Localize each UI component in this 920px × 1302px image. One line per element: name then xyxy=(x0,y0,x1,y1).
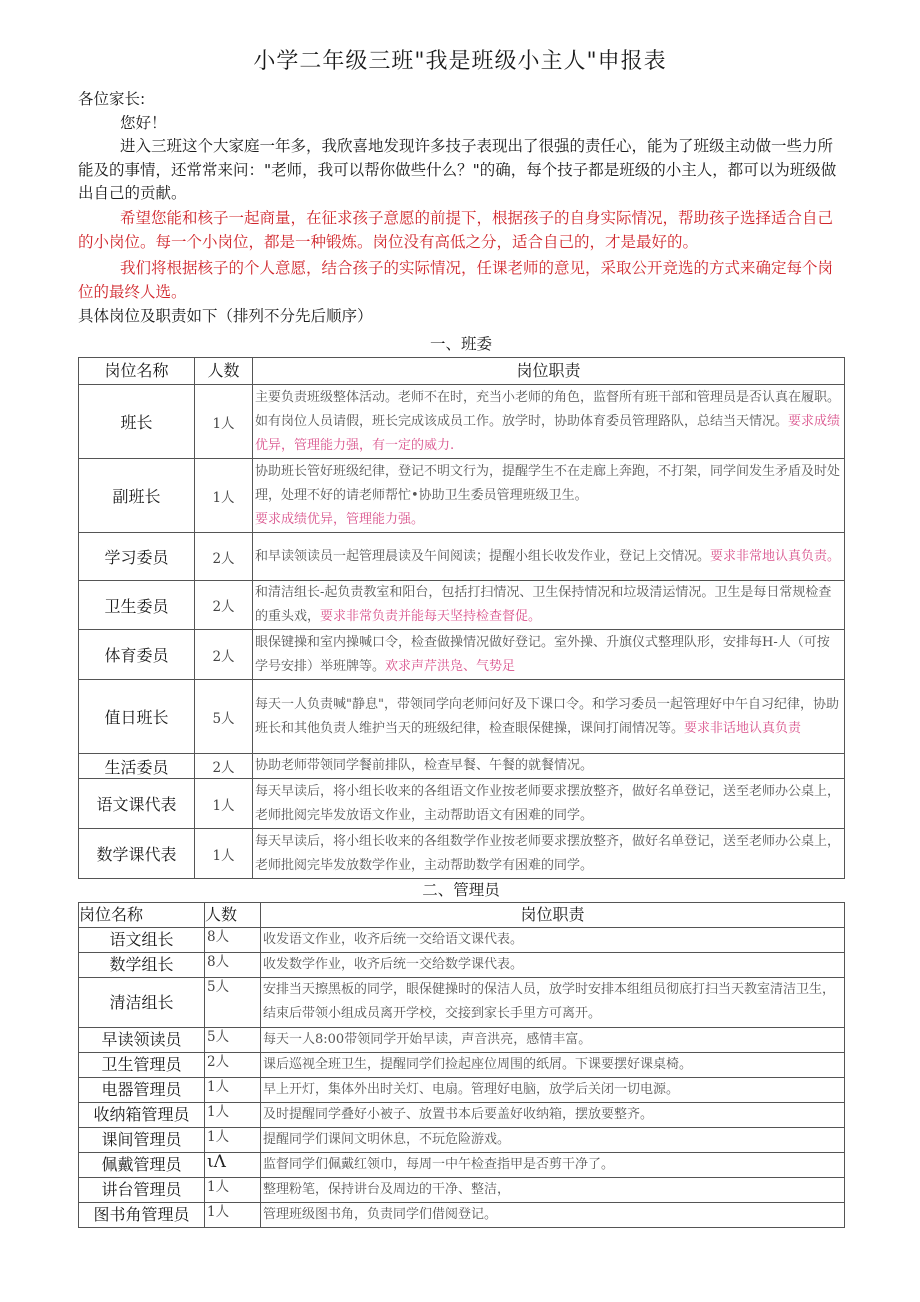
header-position: 岗位名称 xyxy=(79,903,205,928)
position-name: 副班长 xyxy=(79,459,195,533)
position-count: 8人 xyxy=(205,953,261,978)
position-name: 语文课代表 xyxy=(79,779,195,829)
header-position: 岗位名称 xyxy=(79,358,195,385)
position-duty: 安排当天擦黑板的同学，眼保健操时的保洁人员，放学时安排本组组员彻底打扫当天教室清洁卫生，结束后带领小组成员离开学校，交接到家长手里方可离开。 xyxy=(261,978,845,1028)
duty-text: 协助老师带领同学餐前排队，检查早餐、午餐的就餐情况。 xyxy=(255,758,594,773)
position-duty xyxy=(253,779,845,829)
position-duty xyxy=(253,459,845,533)
position-count: 2人 xyxy=(195,533,253,581)
header-duty: 岗位职责 xyxy=(253,358,845,385)
duty-text: 每天早读后，将小组长收来的各组数学作业按老师要求摆放整齐，做好名单登记，送至老师办公桌上，老师批阅完毕发放数学作业，主动帮助数学有困难的同学。 xyxy=(255,833,841,873)
position-name: 班长 xyxy=(79,385,195,459)
salutation: 各位家长: xyxy=(78,90,146,108)
duty-text: 每天一人负责喊"静息"，带领同学向老师问好及下课口令。和学习委员一起管理好中午自习纪律，协助班长和其他负责人维护当天的班级纪律，检查眼保健操，课间打闹情况等。 xyxy=(255,696,839,736)
managers-table xyxy=(78,902,845,1228)
position-count: 1人 xyxy=(195,459,253,533)
position-duty xyxy=(253,533,845,581)
position-duty: 收发数学作业，收齐后统一交给数学课代表。 xyxy=(261,953,845,978)
position-duty: 提醒同学们课间文明休息，不玩危险游戏。 xyxy=(261,1128,845,1153)
position-count: 1人 xyxy=(205,1103,261,1128)
position-count: 1人 xyxy=(195,779,253,829)
header-count: 人数 xyxy=(195,358,253,385)
header-count: 人数 xyxy=(205,903,261,928)
table-row xyxy=(79,1028,845,1053)
position-duty: 收发语文作业，收齐后统一交给语文课代表。 xyxy=(261,928,845,953)
table-row xyxy=(79,1153,845,1178)
position-name: 数学组长 xyxy=(79,953,205,978)
position-count: 1人 xyxy=(195,829,253,879)
position-count: 2人 xyxy=(195,581,253,630)
position-name: 体育委员 xyxy=(79,630,195,680)
greeting: 您好！ xyxy=(120,114,167,132)
position-name: 收纳箱管理员 xyxy=(79,1103,205,1128)
position-duty xyxy=(253,754,845,779)
position-duty xyxy=(253,385,845,459)
position-duty xyxy=(253,630,845,680)
position-name: 佩戴管理员 xyxy=(79,1153,205,1178)
position-count: 1人 xyxy=(205,1128,261,1153)
position-duty xyxy=(253,829,845,879)
position-count: 5人 xyxy=(205,978,261,1028)
table-row xyxy=(79,1128,845,1153)
position-name: 值日班长 xyxy=(79,680,195,754)
position-name: 电器管理员 xyxy=(79,1078,205,1103)
position-name: 早读领读员 xyxy=(79,1028,205,1053)
duty-text: 和清洁组长-起负责教室和阳台，包括打扫情况、卫生保持情况和垃圾清运情况。卫生是每日常规检查的重头戏， xyxy=(255,585,832,624)
duty-requirement: 要求成绩优异，管理能力强。 xyxy=(255,511,425,527)
committee-table xyxy=(78,357,845,879)
position-count: 5人 xyxy=(195,680,253,754)
duty-text: 每天早读后，将小组长收来的各组语文作业按老师要求摆放整齐，做好名单登记，送至老师办公桌上，老师批阅完毕发放语文作业，主动帮助语文有困难的同学。 xyxy=(255,783,841,823)
position-count: 2人 xyxy=(195,754,253,779)
page-title: 小学二年级三班"我是班级小主人"申报表 xyxy=(253,49,667,74)
position-duty: 每天一人8:00带领同学开始早读，声音洪亮，感情丰富。 xyxy=(261,1028,845,1053)
position-name: 卫生委员 xyxy=(79,581,195,630)
position-count: 2人 xyxy=(205,1053,261,1078)
table-row xyxy=(79,459,845,533)
position-name: 生活委员 xyxy=(79,754,195,779)
position-count: ιΛ xyxy=(205,1153,261,1178)
table-row xyxy=(79,1053,845,1078)
position-count: 1人 xyxy=(205,1178,261,1203)
table-header-row xyxy=(79,358,845,385)
duty-text: 眼保键操和室内操喊口令，检查做操情况做好登记。室外操、升旗仪式整理队形，安排每H-人（可按学号安排）举班牌等。 xyxy=(255,634,830,674)
table-header-row xyxy=(79,903,845,928)
table-row xyxy=(79,533,845,581)
table-row xyxy=(79,630,845,680)
duty-requirement: 要求非话地认真负责 xyxy=(684,720,802,736)
position-duty xyxy=(253,680,845,754)
table-row xyxy=(79,754,845,779)
position-duty: 管理班级图书角，负责同学们借阅登记。 xyxy=(261,1203,845,1228)
position-name: 图书角管理员 xyxy=(79,1203,205,1228)
position-name: 卫生管理员 xyxy=(79,1053,205,1078)
position-count: 2人 xyxy=(195,630,253,680)
duty-text: 和早读领读员一起管理晨读及午间阅读；提醒小组长收发作业，登记上交情况。 xyxy=(255,548,711,564)
table-row xyxy=(79,928,845,953)
section-heading-committee: 一、班委 xyxy=(429,335,492,353)
position-count: 1人 xyxy=(205,1203,261,1228)
header-duty: 岗位职责 xyxy=(261,903,845,928)
position-name: 清洁组长 xyxy=(79,978,205,1028)
intro-paragraph-3: 我们将根据核子的个人意愿，结合孩子的实际情况，任课老师的意见，采取公开竞选的方式来确定每个岗位的最终人选。 xyxy=(78,259,834,301)
intro-paragraph-1: 进入三班这个大家庭一年多，我欣喜地发现许多技子表现出了很强的责任心，能为了班级主动做一些力所能及的事情，还常常来问："老师，我可以帮你做些什么？"的确，每个技子都是班级的小主人，都可以为班级做出自己的贡献。 xyxy=(78,137,837,202)
table-row xyxy=(79,829,845,879)
table-row xyxy=(79,1078,845,1103)
position-name: 数学课代表 xyxy=(79,829,195,879)
position-duty: 整理粉笔，保持讲台及周边的干净、整洁， xyxy=(261,1178,845,1203)
intro-paragraph-2: 希望您能和核子一起商量，在征求孩子意愿的前提下，根据孩子的自身实际情况，帮助孩子选择适合自己的小岗位。每一个小岗位，都是一种锻炼。岗位没有高低之分，适合自己的，才是最好的。 xyxy=(78,209,834,251)
position-name: 讲台管理员 xyxy=(79,1178,205,1203)
position-count: 8人 xyxy=(205,928,261,953)
duty-requirement: 要求非常地认真负责。 xyxy=(710,548,841,564)
position-duty: 及时提醒同学叠好小被子、放置书本后要盖好收纳箱，摆放要整齐。 xyxy=(261,1103,845,1128)
duty-text: 主要负责班级整体活动。老师不在时，充当小老师的角色，监督所有班干部和管理员是否认真在履职。如有岗位人员请假，班长完成该成员工作。放学时，协助体育委员管理路队，总结当天情况。 xyxy=(255,389,841,429)
duty-requirement: 要求成绩优异，管理能力强，有一定的威力. xyxy=(255,413,841,453)
table-row xyxy=(79,1203,845,1228)
position-duty: 课后巡视全班卫生，提醒同学们捡起座位周围的纸屑。下课要摆好课桌椅。 xyxy=(261,1053,845,1078)
intro-paragraph-4: 具体岗位及职责如下（排列不分先后顺序） xyxy=(78,307,373,325)
position-duty: 监督同学们佩戴红领巾，每周一中午检查指甲是否剪干净了。 xyxy=(261,1153,845,1178)
position-count: 1人 xyxy=(195,385,253,459)
table-row xyxy=(79,953,845,978)
duty-requirement: 欢求声芹洪凫、气势足 xyxy=(385,658,516,674)
table-row xyxy=(79,978,845,1028)
position-count: 1人 xyxy=(205,1078,261,1103)
table-row xyxy=(79,779,845,829)
duty-text: 协助班长管好班级纪律，登记不明文行为，提醒学生不在走廊上奔跑，不打架，同学间发生矛盾及时处理，处理不好的请老师帮忙•协助卫生委员管理班级卫生。 xyxy=(255,463,841,503)
position-duty xyxy=(253,581,845,630)
table-row xyxy=(79,385,845,459)
section-heading-managers: 二、管理员 xyxy=(422,881,500,899)
position-name: 学习委员 xyxy=(79,533,195,581)
table-row xyxy=(79,680,845,754)
table-row xyxy=(79,581,845,630)
position-name: 课间管理员 xyxy=(79,1128,205,1153)
table-row xyxy=(79,1178,845,1203)
position-duty: 早上开灯，集体外出时关灯、电扇。管理好电脑，放学后关闭一切电源。 xyxy=(261,1078,845,1103)
table-row xyxy=(79,1103,845,1128)
position-count: 5人 xyxy=(205,1028,261,1053)
duty-requirement: 要求非常负责并能每天坚持检查督促。 xyxy=(320,609,542,624)
position-name: 语文组长 xyxy=(79,928,205,953)
